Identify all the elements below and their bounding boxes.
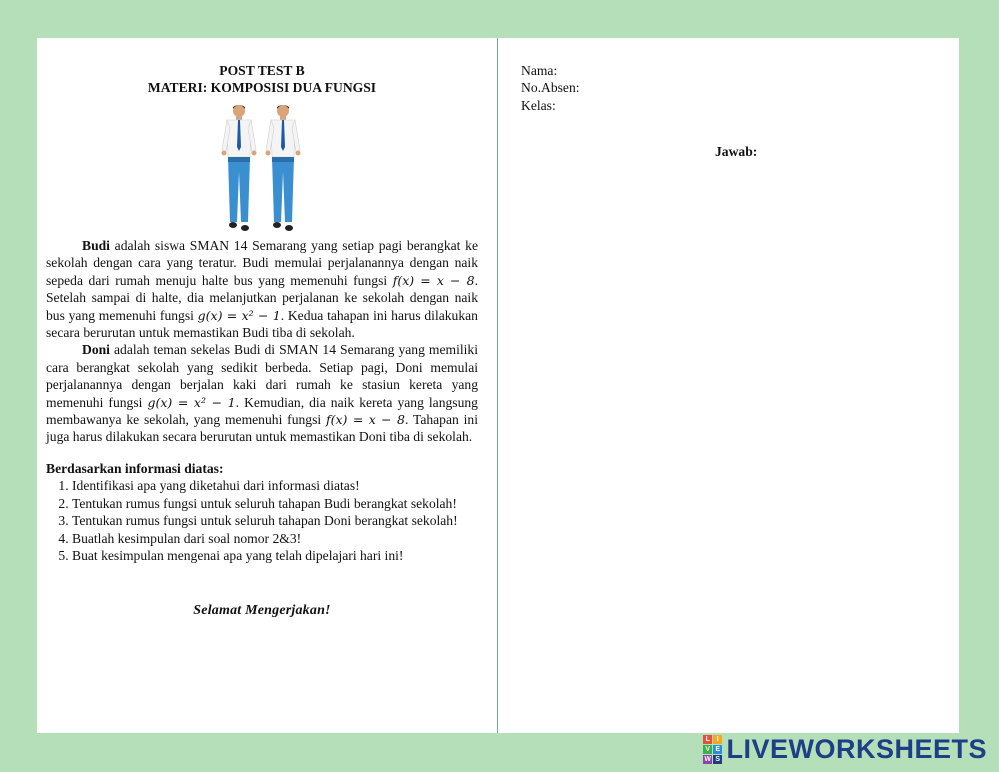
two-students-icon [217, 102, 307, 237]
logo-letter: I [713, 735, 722, 744]
question-list [46, 477, 478, 564]
logo-letter: L [703, 735, 712, 744]
budi-function-f: f(x) = x − 8 [392, 272, 475, 288]
worksheet-title: POST TEST B [219, 63, 305, 78]
worksheet-subtitle: MATERI: KOMPOSISI DUA FUNGSI [147, 80, 377, 95]
doni-function-f: f(x) = x − 8 [326, 412, 405, 428]
questions-heading: Berdasarkan informasi diatas: [46, 460, 224, 476]
doni-text-b: . Kemudian, dia naik kereta yang langsung membawanya ke sekolah, yang memenuhi fungsi [46, 394, 478, 428]
logo-letter: V [705, 745, 711, 753]
logo-letter: W [704, 755, 712, 763]
logo-text: LIVEWORKSHEETS [726, 733, 987, 764]
logo-mark-icon [703, 735, 722, 764]
closing-message: Selamat Mengerjakan! [193, 603, 331, 619]
doni-paragraph [46, 341, 478, 445]
logo-letter: S [715, 755, 721, 763]
doni-function-g: g(x) = x² − 1 [147, 394, 236, 410]
column-divider [497, 38, 498, 733]
doni-text-a: adalah teman sekelas Budi di SMAN 14 Semarang yang memiliki cara berangkat sekolah yang sedikit berbeda. Setiap pagi, Doni memulai perjalanannya dengan berjalan kaki dari rumah ke stasiun kereta yang memenuhi fungsi [46, 342, 478, 410]
question-item: 1. Identifikasi apa yang diketahui dari informasi diatas! [72, 477, 478, 494]
budi-paragraph [46, 237, 478, 341]
budi-name: Budi [82, 238, 110, 253]
question-item: 4. Buatlah kesimpulan dari soal nomor 2&3! [72, 530, 478, 547]
answer-column [521, 62, 941, 114]
budi-text-c: . Kedua tahapan ini harus dilakukan secara berurutan untuk memastikan Budi tiba di sekolah. [46, 307, 478, 341]
logo-letter: E [715, 745, 721, 753]
question-item: 2. Tentukan rumus fungsi untuk seluruh tahapan Budi berangkat sekolah! [72, 495, 478, 512]
absen-label: No.Absen: [521, 80, 580, 96]
question-column [46, 62, 478, 620]
doni-text-c: . Tahapan ini juga harus dilakukan secara berurutan untuk memastikan Doni tiba di sekolah. [46, 412, 478, 445]
budi-text-b: . Setelah sampai di halte, dia melanjutkan perjalanan ke sekolah dengan naik bus yang memenuhi fungsi [46, 272, 478, 323]
budi-text-a: adalah siswa SMAN 14 Semarang yang setiap pagi berangkat ke sekolah dengan cara yang teratur. Budi memulai perjalanannya dengan naik sepeda dari rumah menuju halte bus yang memenuhi fungsi [46, 238, 478, 288]
doni-name: Doni [82, 342, 110, 358]
question-item: 5. Buat kesimpulan mengenai apa yang telah dipelajari hari ini! [72, 547, 478, 564]
answer-label: Jawab: [715, 144, 758, 159]
worksheet-page [37, 38, 959, 733]
class-label: Kelas: [521, 97, 556, 113]
budi-function-g: g(x) = x² − 1 [197, 307, 281, 323]
liveworksheets-logo[interactable] [703, 734, 987, 764]
name-label: Nama: [521, 63, 558, 78]
question-item: 3. Tentukan rumus fungsi untuk seluruh tahapan Doni berangkat sekolah! [72, 512, 478, 529]
